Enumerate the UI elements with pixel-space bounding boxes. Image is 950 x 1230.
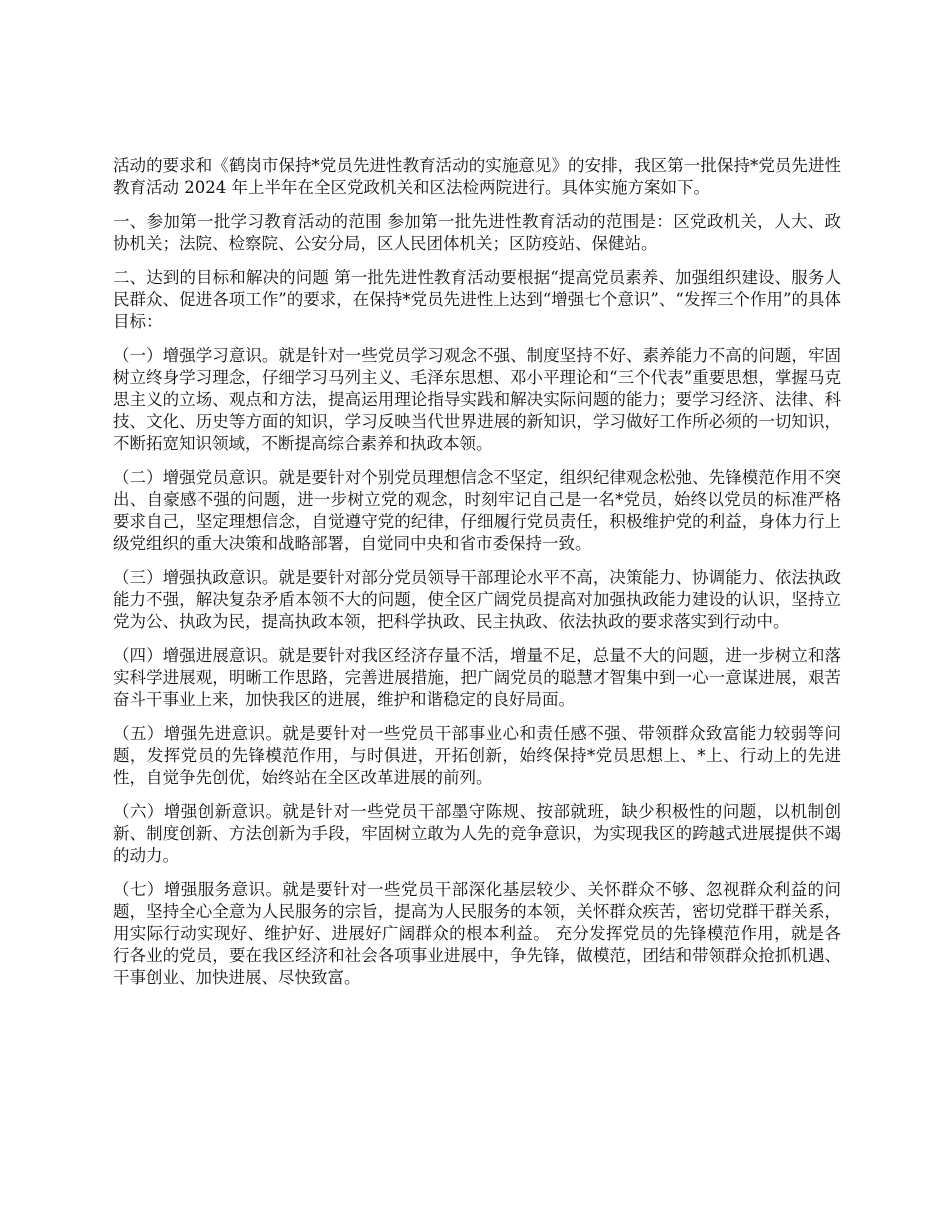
paragraph-member-awareness: （二）增强党员意识。就是要针对个别党员理想信念不坚定，组织纪律观念松弛、先锋模范作用不突出、自豪感不强的问题，进一步树立党的观念，时刻牢记自己是一名*党员，始终以党员的标准严格要求自己，坚定理想信念，自觉遵守党的纪律，仔细履行党员责任，积极维护党的利益，身体力行上级党组织的重大决策和战略部署，自觉同中央和省市委保持一致。 <box>113 468 841 553</box>
paragraph-innovation-awareness: （六）增强创新意识。就是针对一些党员干部墨守陈规、按部就班，缺少积极性的问题，以机制创新、制度创新、方法创新为手段，牢固树立敢为人先的竞争意识，为实现我区的跨越式进展提供不竭的动力。 <box>113 802 841 865</box>
document-page <box>113 155 841 1001</box>
paragraph-service-awareness: （七）增强服务意识。就是要针对一些党员干部深化基层较少、关怀群众不够、忽视群众利益的问题，坚持全心全意为人民服务的宗旨，提高为人民服务的本领，关怀群众疾苦，密切党群干群关系，用实际行动实现好、维护好、进展好广阔群众的根本利益。 充分发挥党员的先锋模范作用，就是各行各业的党员，要在我区经济和社会各项事业进展中，争先锋，做模范，团结和带领群众抢抓机遇、干事创业、加快进展、尽快致富。 <box>113 880 841 987</box>
paragraph-governance-awareness: （三）增强执政意识。就是要针对部分党员领导干部理论水平不高，决策能力、协调能力、依法执政能力不强，解决复杂矛盾本领不大的问题，使全区广阔党员提高对加强执政能力建设的认识，坚持立党为公、执政为民，提高执政本领，把科学执政、民主执政、依法执政的要求落实到行动中。 <box>113 568 841 631</box>
paragraph-scope: 一、参加第一批学习教育活动的范围 参加第一批先进性教育活动的范围是：区党政机关，人大、政协机关；法院、检察院、公安分局，区人民团体机关；区防疫站、保健站。 <box>113 212 841 253</box>
paragraph-intro: 活动的要求和《鹤岗市保持*党员先进性教育活动的实施意见》的安排，我区第一批保持*党员先进性教育活动 2024 年上半年在全区党政机关和区法检两院进行。具体实施方案如下。 <box>113 156 841 197</box>
paragraph-study-awareness: （一）增强学习意识。就是针对一些党员学习观念不强、制度坚持不好、素养能力不高的问题，牢固树立终身学习理念，仔细学习马列主义、毛泽东思想、邓小平理论和“三个代表”重要思想，掌握马克思主义的立场、观点和方法，提高运用理论指导实践和解决实际问题的能力；要学习经济、法律、科技、文化、历史等方面的知识，学习反映当代世界进展的新知识，学习做好工作所必须的一切知识，不断拓宽知识领域，不断提高综合素养和执政本领。 <box>113 346 841 453</box>
paragraph-advanced-awareness: （五）增强先进意识。就是要针对一些党员干部事业心和责任感不强、带领群众致富能力较弱等问题，发挥党员的先锋模范作用，与时俱进，开拓创新，始终保持*党员思想上、*上、行动上的先进性，自觉争先创优，始终站在全区改革进展的前列。 <box>113 724 841 787</box>
paragraph-goals: 二、达到的目标和解决的问题 第一批先进性教育活动要根据“提高党员素养、加强组织建设、服务人民群众、促进各项工作”的要求，在保持*党员先进性上达到“增强七个意识”、“发挥三个作用”的具体目标： <box>113 268 841 331</box>
paragraph-development-awareness: （四）增强进展意识。就是要针对我区经济存量不活，增量不足，总量不大的问题，进一步树立和落实科学进展观，明晰工作思路，完善进展措施，把广阔党员的聪慧才智集中到一心一意谋进展，艰苦奋斗干事业上来，加快我区的进展，维护和谐稳定的良好局面。 <box>113 646 841 709</box>
